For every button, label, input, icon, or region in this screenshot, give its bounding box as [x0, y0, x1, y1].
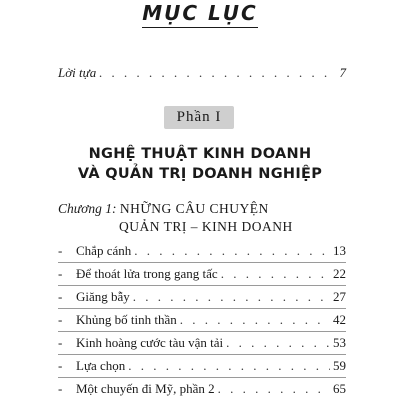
entry-dash: - [58, 335, 63, 350]
row-divider [58, 354, 346, 355]
toc-entry[interactable] [58, 334, 346, 352]
entry-title: Kinh hoàng cước tàu vận tải [76, 335, 224, 350]
chapter-title-line-2: QUẢN TRỊ – KINH DOANH [119, 219, 293, 234]
entry-dash: - [58, 243, 63, 258]
entry-title: Lời tựa [58, 65, 97, 80]
entry-title: Khủng bố tinh thần [76, 312, 177, 327]
entry-page-number: 42 [333, 312, 346, 327]
toc-entry[interactable] [58, 265, 346, 283]
entry-page-number: 27 [333, 289, 346, 304]
part-label-box: Phần I [164, 106, 234, 129]
dot-leader [99, 64, 336, 82]
toc-entry-preface[interactable] [58, 64, 346, 82]
part-title-line-1: NGHỆ THUẬT KINH DOANH [88, 146, 312, 162]
row-divider [58, 308, 346, 309]
entry-dash: - [58, 266, 63, 281]
entry-dash: - [58, 381, 63, 396]
entry-page-number: 22 [333, 266, 346, 281]
dot-leader [128, 357, 330, 375]
entry-title: Một chuyến đi Mỹ, phần 2 [76, 381, 215, 396]
chapter-label: Chương 1: [58, 201, 117, 216]
title-underline [142, 27, 258, 28]
toc-entry[interactable] [58, 288, 346, 306]
entry-page-number: 65 [333, 381, 346, 396]
entry-page-number: 53 [333, 335, 346, 350]
dot-leader [221, 265, 330, 283]
row-divider [58, 262, 346, 263]
entry-page-number: 59 [333, 358, 346, 373]
entry-title: Giăng bẫy [76, 289, 130, 304]
toc-entry[interactable] [58, 357, 346, 375]
entry-dash: - [58, 289, 63, 304]
dot-leader [133, 288, 330, 306]
entry-title: Chắp cánh [76, 243, 132, 258]
dot-leader [180, 311, 330, 329]
dot-leader [226, 334, 330, 352]
row-divider [58, 285, 346, 286]
dot-leader [218, 380, 330, 398]
part-title-line-2: VÀ QUẢN TRỊ DOANH NGHIỆP [77, 166, 323, 182]
chapter-heading [58, 200, 358, 240]
row-divider [58, 331, 346, 332]
entry-title: Để thoát lửa trong gang tấc [76, 266, 218, 281]
dot-leader [134, 242, 330, 260]
entry-title: Lựa chọn [76, 358, 126, 373]
row-divider [58, 377, 346, 378]
entry-page-number: 13 [333, 243, 346, 258]
entry-dash: - [58, 312, 63, 327]
toc-entry[interactable] [58, 380, 346, 398]
toc-entry[interactable] [58, 311, 346, 329]
chapter-title-line-1: NHỮNG CÂU CHUYỆN [119, 201, 269, 216]
entry-page-number: 7 [339, 65, 346, 80]
entry-dash: - [58, 358, 63, 373]
page-title: MỤC LỤC [142, 1, 258, 25]
toc-entry[interactable] [58, 242, 346, 260]
